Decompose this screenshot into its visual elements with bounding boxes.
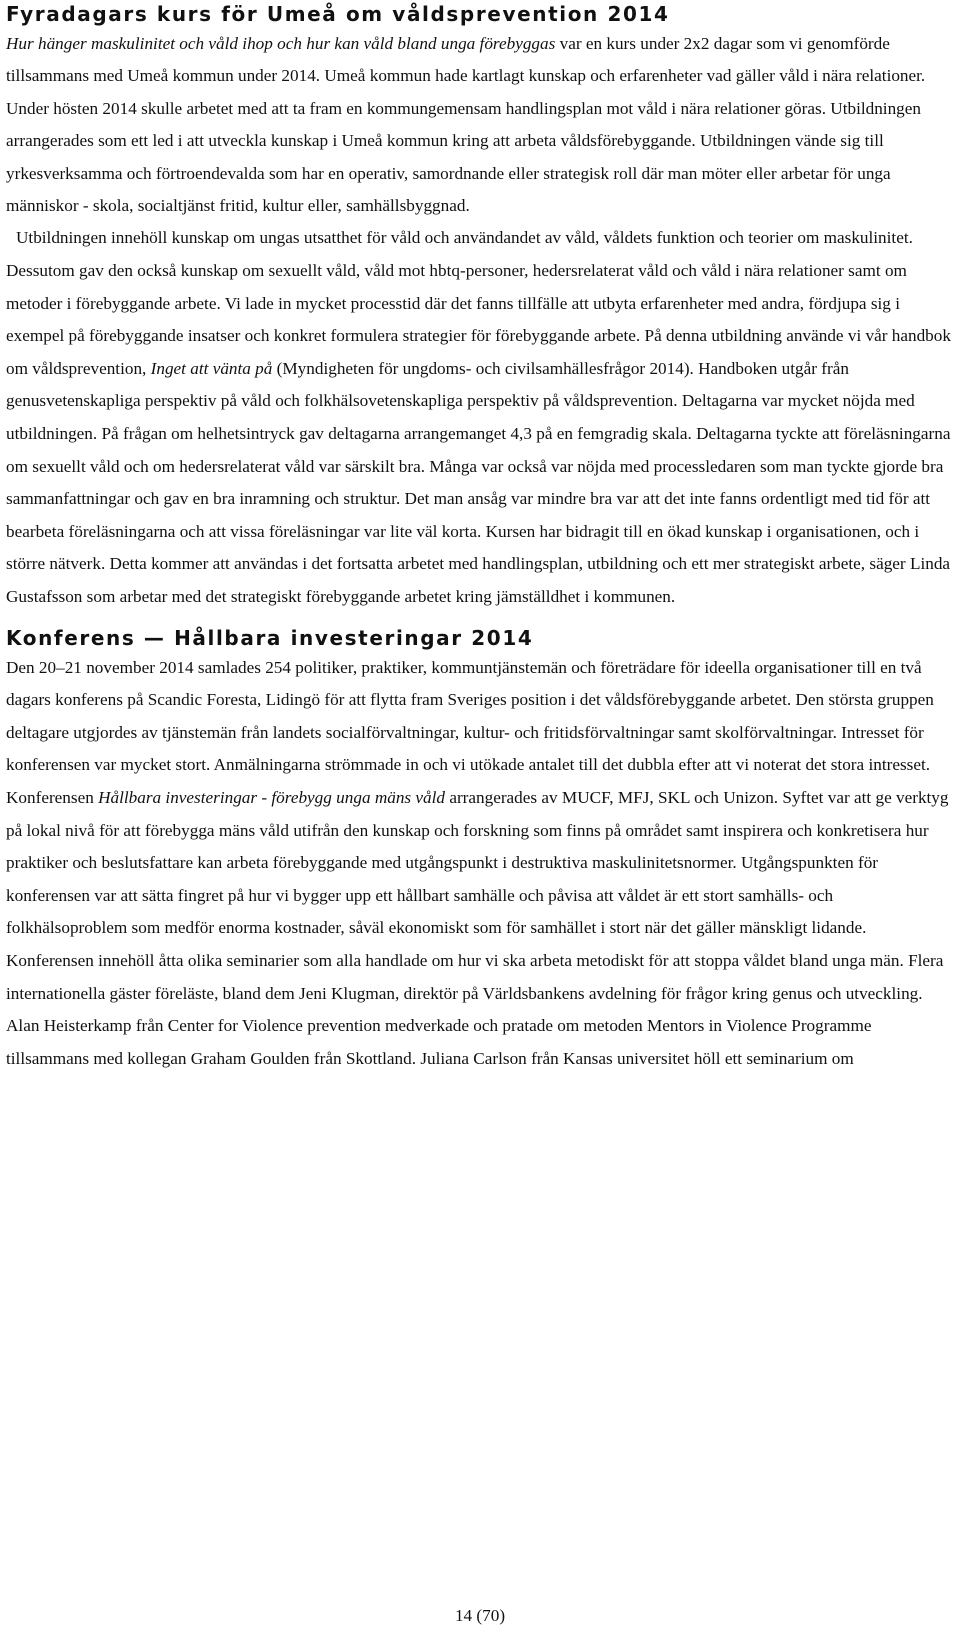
text-run: Utbildningen innehöll kunskap om ungas utsatthet för våld och användandet av våld, våldets funktion och teorier om maskulinitet. Dessutom gav den också kunskap om sexuellt våld, våld mot hbtq-personer, hedersrelaterat våld och våld i nära relationer samt om metoder i förebyggande arbete. Vi lade in mycket processtid där det fanns tillfälle att utbyta erfarenheter med andra, fördjupa sig i exempel på förebyggande insatser och konkret formulera strategier för förebyggande arbete. På denna utbildning använde vi vår handbok om våldsprevention, xyxy=(6,228,951,378)
text-run: var en kurs under 2x2 dagar som vi genomförde tillsammans med Umeå kommun under 2014. Umeå kommun hade kartlagt kunskap och erfarenheter vad gäller våld i nära relationer. Under hösten 2014 skulle arbetet med att ta fram en kommungemensam handlingsplan mot våld i nära relationer göras. Utbildningen arrangerades som ett led i att utveckla kunskap i Umeå kommun kring att arbeta våldsförebyggande. Utbildningen vände sig till yrkesverksamma och förtroendevalda som har en operativ, samordnande eller strategisk roll där man möter eller arbetar för unga människor - skola, socialtjänst fritid, kultur eller, samhällsbyggnad. xyxy=(6,34,926,216)
section-heading-umea-course: Fyradagars kurs för Umeå om våldsprevention 2014 xyxy=(6,2,670,26)
italic-text-run: Inget att vänta på xyxy=(150,358,273,378)
text-run: (Myndigheten för ungdoms- och civilsamhällesfrågor 2014). Handboken utgår från genusvetenskapliga perspektiv på våld och folkhälsovetenskapliga perspektiv på våldsprevention. Deltagarna var mycket nöjda med utbildningen. På frågan om helhetsintryck gav deltagarna arrangemanget 4,3 på en femgradig skala. Deltagarna tyckte att föreläsningarna om sexuellt våld och om hedersrelaterat våld var särskilt bra. Många var också var nöjda med processledaren som man tyckte gjorde bra sammanfattningar och gav en bra inramning och struktur. Det man ansåg var mindre bra var att det inte fanns ordentligt med tid för att bearbeta föreläsningarna och att vissa föreläsningar var lite väl korta. Kursen har bidragit till en ökad kunskap i organisationen, och i större nätverk. Detta kommer att användas i det fortsatta arbetet med handlingsplan, utbildning och ett mer strategiskt arbete, säger Linda Gustafsson som arbetar med det strategiskt förebyggande arbetet kring jämställdhet i kommunen. xyxy=(6,358,951,606)
paragraph-umea-course-intro xyxy=(6,28,956,222)
text-run: arrangerades av MUCF, MFJ, SKL och Unizon. Syftet var att ge verktyg på lokal nivå för att förebygga mäns våld utifrån den kunskap och forskning som finns på området samt inspirera och konkretisera hur praktiker och beslutsfattare kan arbeta förebyggande med utgångspunkt i destruktiva maskulinitetsnormer. Utgångspunkten för konferensen var att sätta fingret på hur vi bygger upp ett hållbart samhälle och påvisa att våldet är ett stort samhälls- och folkhälsoproblem som medför enorma kostnader, såväl ekonomiskt som för samhället i stort när det gäller mänskligt lidande. Konferensen innehöll åtta olika seminarier som alla handlade om hur vi ska arbeta metodiskt för att stoppa våldet bland unga män. Flera internationella gäster föreläste, bland dem Jeni Klugman, direktör på Världsbankens avdelning för frågor kring genus och utveckling. Alan Heisterkamp från Center for Violence prevention medverkade och pratade om metoden Mentors in Violence Programme tillsammans med kollegan Graham Goulden från Skottland. Juliana Carlson från Kansas universitet höll ett seminarium om xyxy=(6,787,949,1068)
paragraph-umea-course-content xyxy=(6,222,956,613)
text-run: Den 20–21 november 2014 samlades 254 politiker, praktiker, kommuntjänstemän och företrädare för ideella organisationer till en två dagars konferens på Scandic Foresta, Lidingö för att flytta fram Sveriges position i det våldsförebyggande arbetet. Den största gruppen deltagare utgjordes av tjänstemän från landets socialförvaltningar, kultur- och fritidsförvaltningar samt skolförvaltningar. Intresset för konferensen var mycket stort. Anmälningarna strömmade in och vi utökade antalet till det dubbla efter att vi noterat det stora intresset. Konferensen xyxy=(6,657,934,807)
section-heading-conference: Konferens — Hållbara investeringar 2014 xyxy=(6,625,534,650)
paragraph-conference xyxy=(6,652,956,1076)
page-content xyxy=(6,0,956,1075)
italic-text-run: Hur hänger maskulinitet och våld ihop och hur kan våld bland unga förebyggas xyxy=(6,34,556,53)
italic-text-run: Hållbara investeringar - förebygg unga mäns våld xyxy=(98,787,446,807)
page-number: 14 (70) xyxy=(454,1606,506,1625)
